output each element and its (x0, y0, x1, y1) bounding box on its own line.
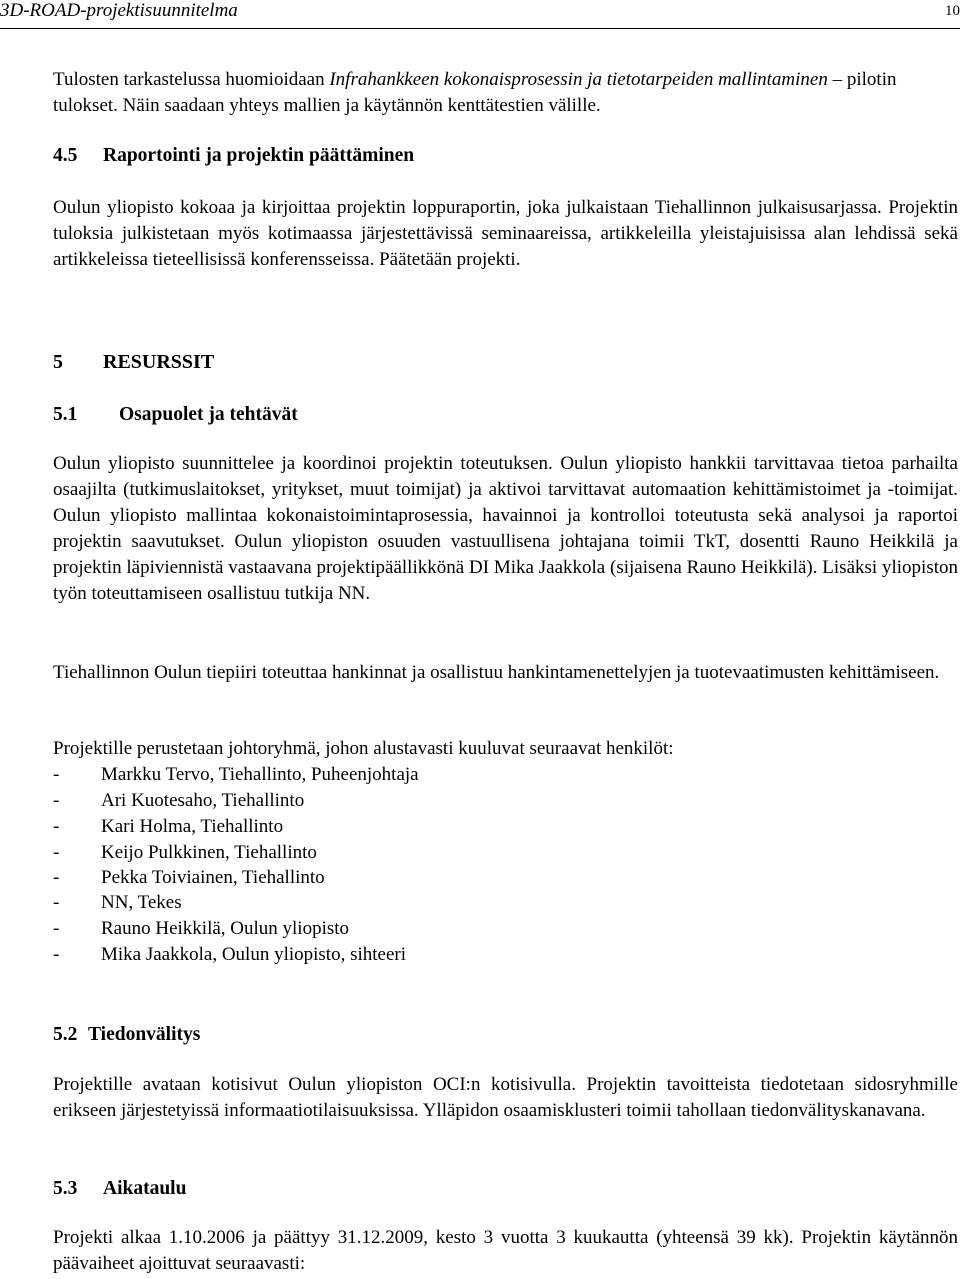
heading-5-1 (53, 402, 298, 428)
heading-number: 5.3 (53, 1178, 78, 1199)
list-dash: - (53, 842, 60, 863)
intro-prefix: Tulosten tarkastelussa huomioidaan (53, 69, 330, 90)
list-item-text: Ari Kuotesaho, Tiehallinto (101, 790, 305, 811)
list-dash: - (53, 790, 60, 811)
heading-5-2 (53, 1022, 200, 1048)
heading-title: Raportointi ja projektin päättäminen (103, 145, 415, 166)
list-dash: - (53, 892, 60, 913)
section-5-3-paragraph: Projekti alkaa 1.10.2006 ja päättyy 31.12.2009, kesto 3 vuotta 3 kuukautta (yhteensä 39 kk). Projektin käytännön päävaiheet ajoittuvat seuraavasti: (53, 1227, 958, 1274)
heading-number: 5.2 (53, 1024, 78, 1045)
list-dash: - (53, 944, 60, 965)
list-item-text: Markku Tervo, Tiehallinto, Puheenjohtaja (101, 764, 419, 785)
list-dash: - (53, 918, 60, 939)
list-item (53, 916, 349, 942)
intro-suffix: – pilotin tulokset. Näin saadaan yhteys mallien ja käytännön kenttätestien välille. (53, 69, 897, 116)
list-item-text: Rauno Heikkilä, Oulun yliopisto (101, 918, 350, 939)
list-item-text: Kari Holma, Tiehallinto (101, 816, 284, 837)
heading-title: Aikataulu (103, 1178, 187, 1199)
list-item (53, 942, 406, 968)
header-divider (0, 28, 960, 29)
heading-5 (53, 349, 214, 375)
heading-title: RESURSSIT (103, 351, 215, 373)
intro-paragraph (53, 67, 958, 119)
list-dash: - (53, 867, 60, 888)
list-item (53, 840, 317, 866)
heading-number: 5 (53, 351, 63, 373)
list-item-text: Mika Jaakkola, Oulun yliopisto, sihteeri (101, 944, 407, 965)
section-4-5-paragraph: Oulun yliopisto kokoaa ja kirjoittaa projektin loppuraportin, joka julkaistaan Tiehallinnon julkaisusarjassa. Projektin tuloksia julkistetaan myös kotimaassa järjestettävissä seminaareissa, artikkeleilla yleistajuisissa alan lehdissä sekä artikkeleissa tieteellisissä konferensseissa. Päätetään projekti. (53, 197, 958, 270)
list-item (53, 890, 182, 916)
heading-title: Osapuolet ja tehtävät (119, 404, 298, 425)
heading-4-5 (53, 143, 414, 169)
list-item-text: NN, Tekes (101, 892, 182, 913)
running-header-title: 3D-ROAD-projektisuunnitelma (0, 0, 238, 21)
heading-number: 5.1 (53, 404, 78, 425)
heading-5-3 (53, 1176, 186, 1202)
section-5-1-paragraph-3: Projektille perustetaan johtoryhmä, johon alustavasti kuuluvat seuraavat henkilöt: (53, 738, 674, 759)
section-5-1-paragraph-2: Tiehallinnon Oulun tiepiiri toteuttaa hankinnat ja osallistuu hankintamenettelyjen ja tuotevaatimusten kehittämiseen. (53, 662, 940, 683)
list-item (53, 762, 419, 788)
list-dash: - (53, 764, 60, 785)
list-item-text: Pekka Toiviainen, Tiehallinto (101, 867, 325, 888)
list-item (53, 865, 325, 891)
intro-italic-title: Infrahankkeen kokonaisprosessin ja tietotarpeiden mallintaminen (329, 69, 828, 90)
list-item-text: Keijo Pulkkinen, Tiehallinto (101, 842, 317, 863)
section-5-1-paragraph-1: Oulun yliopisto suunnittelee ja koordinoi projektin toteutuksen. Oulun yliopisto hankkii tarvittavaa tietoa parhailta osaajilta (tutkimuslaitokset, yritykset, muut toimijat) ja aktivoi tarvittavat automaation kehittämistoimet ja -toimijat. Oulun yliopisto mallintaa kokonaistoimintaprosessia, havainnoi ja kontrolloi toteutusta sekä analysoi ja raportoi projektin saavutukset. Oulun yliopiston osuuden vastuullisena johtajana toimii TkT, dosentti Rauno Heikkilä ja projektin läpiviennistä vastaavana projektipäällikkönä DI Mika Jaakkola (sijaisena Rauno Heikkilä). Lisäksi yliopiston työn toteuttamiseen osallistuu tutkija NN. (53, 453, 958, 604)
heading-title: Tiedonvälitys (88, 1024, 201, 1045)
list-dash: - (53, 816, 60, 837)
list-item (53, 788, 304, 814)
list-item (53, 814, 283, 840)
heading-number: 4.5 (53, 145, 78, 166)
page-number: 10 (945, 3, 960, 19)
section-5-2-paragraph: Projektille avataan kotisivut Oulun yliopiston OCI:n kotisivulla. Projektin tavoitteista tiedotetaan sidosryhmille erikseen järjestetyissä informaatiotilaisuuksissa. Ylläpidon osaamisklusteri toimii tahollaan tiedonvälityskanavana. (53, 1074, 958, 1121)
